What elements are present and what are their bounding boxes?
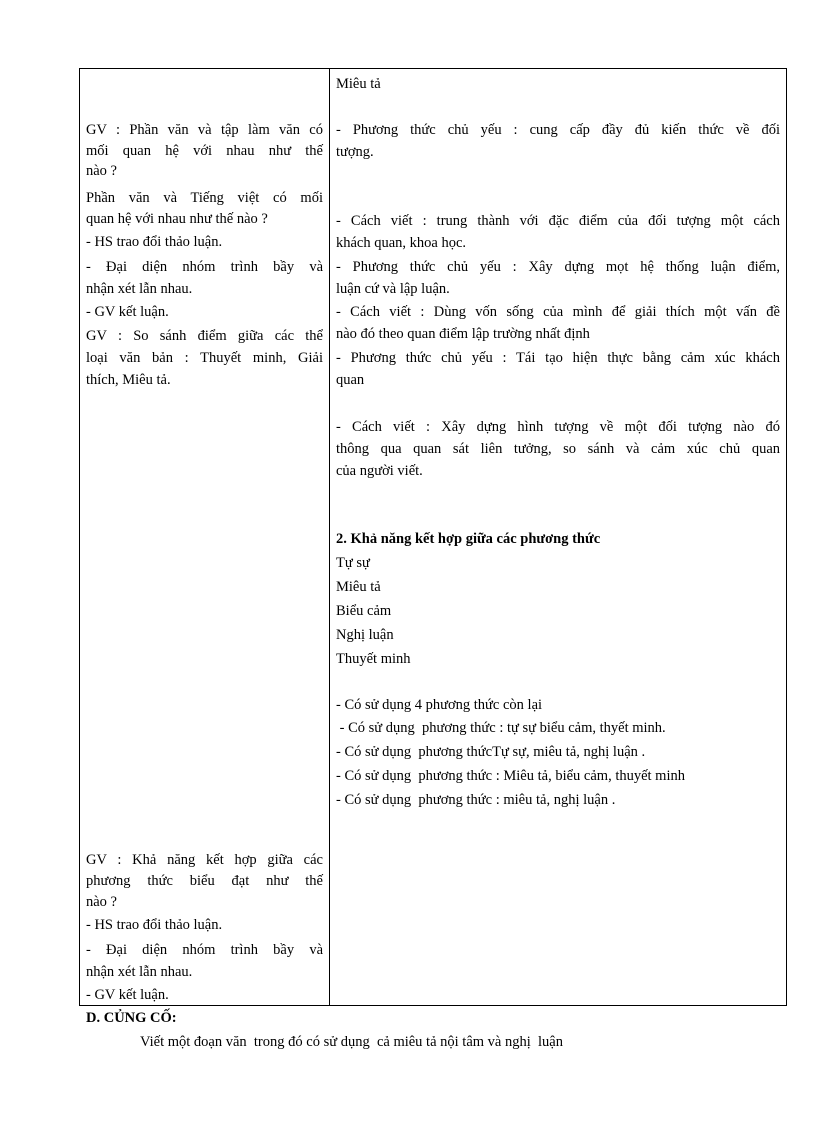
usage-item: - Có sử dụng phương thức : tự sự biểu cảm, thyết minh. xyxy=(336,720,666,736)
right-line: thông qua quan sát liên tưởng, so sánh và cảm xúc chủ quan xyxy=(336,441,780,457)
right-line: nào đó theo quan điểm lập trường nhất định xyxy=(336,326,590,342)
left-line: quan hệ với nhau như thế nào ? xyxy=(86,211,268,227)
left-line: GV : Phần văn và tập làm văn có xyxy=(86,122,323,138)
left-line: GV : So sánh điểm giữa các thể xyxy=(86,328,323,344)
left-line: - GV kết luận. xyxy=(86,304,169,320)
method-item: Thuyết minh xyxy=(336,651,411,667)
method-item: Miêu tả xyxy=(336,579,381,595)
left-line: - HS trao đổi thảo luận. xyxy=(86,917,223,933)
method-item: Tự sự xyxy=(336,555,370,571)
left-line: loại văn bản : Thuyết minh, Giải xyxy=(86,350,323,366)
usage-item: - Có sử dụng 4 phương thức còn lại xyxy=(336,697,543,713)
right-line: luận cứ và lập luận. xyxy=(336,281,450,297)
left-line: nhận xét lẫn nhau. xyxy=(86,964,193,980)
right-line: - Cách viết : Dùng vốn sống của mình để giải thích một vấn đề xyxy=(336,304,780,320)
usage-item: - Có sử dụng phương thức : Miêu tả, biểu cảm, thuyết minh xyxy=(336,768,685,784)
heading-mieu-ta: Miêu tả xyxy=(336,76,381,92)
section-2-title: 2. Khả năng kết hợp giữa các phương thức xyxy=(336,531,601,547)
section-d-heading: D. CỦNG CỐ: xyxy=(86,1010,177,1026)
left-line: - Đại diện nhóm trình bầy và xyxy=(86,942,323,958)
method-item: Nghị luận xyxy=(336,627,394,643)
column-divider xyxy=(329,69,330,1005)
right-line: tượng. xyxy=(336,144,374,160)
left-line: phương thức biểu đạt như thế xyxy=(86,873,323,889)
left-line: nhận xét lẫn nhau. xyxy=(86,281,193,297)
method-item: Biểu cảm xyxy=(336,603,392,619)
section-d-text: Viết một đoạn văn trong đó có sử dụng cả miêu tả nội tâm và nghị luận xyxy=(140,1034,563,1050)
usage-item: - Có sử dụng phương thứcTự sự, miêu tả, nghị luận . xyxy=(336,744,646,760)
right-line: - Phương thức chủ yếu : Xây dựng mọt hệ thống luận điểm, xyxy=(336,259,780,275)
left-line: nào ? xyxy=(86,894,117,910)
left-line: - HS trao đổi thảo luận. xyxy=(86,234,223,250)
right-line: - Cách viết : trung thành với đặc điểm của đối tượng một cách xyxy=(336,213,780,229)
right-line: khách quan, khoa học. xyxy=(336,235,467,251)
left-line: nào ? xyxy=(86,163,117,179)
left-line: - Đại diện nhóm trình bầy và xyxy=(86,259,323,275)
left-line: Phần văn và Tiếng việt có mối xyxy=(86,190,323,206)
right-line: - Phương thức chủ yếu : Tái tạo hiện thực bằng cảm xúc khách xyxy=(336,350,780,366)
left-line: mối quan hệ với nhau như thế xyxy=(86,143,323,159)
left-line: thích, Miêu tả. xyxy=(86,372,171,388)
right-line: - Phương thức chủ yếu : cung cấp đầy đủ kiến thức về đối xyxy=(336,122,780,138)
right-line: - Cách viết : Xây dựng hình tượng về một đối tượng nào đó xyxy=(336,419,780,435)
left-line: GV : Khả năng kết hợp giữa các xyxy=(86,852,323,868)
left-line: - GV kết luận. xyxy=(86,987,169,1003)
right-line: của người viết. xyxy=(336,463,423,479)
usage-item: - Có sử dụng phương thức : miêu tả, nghị luận . xyxy=(336,792,616,808)
right-line: quan xyxy=(336,372,365,388)
